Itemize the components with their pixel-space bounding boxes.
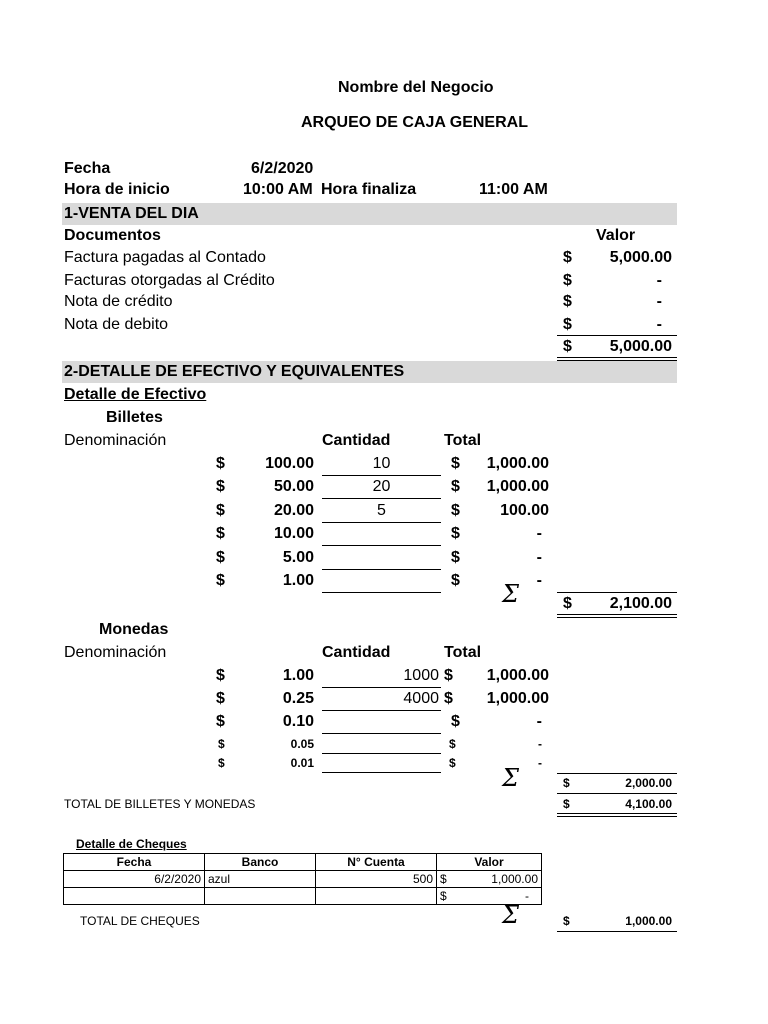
- table-row: [64, 871, 542, 888]
- moneda-denom: 1.00: [282, 667, 314, 684]
- billetes-total-label: Total: [444, 432, 482, 449]
- moneda-total: 1,000.00: [486, 690, 549, 707]
- billete-cantidad-line: [322, 592, 441, 593]
- moneda-currency: $: [218, 756, 225, 770]
- moneda-cantidad[interactable]: 1000: [403, 667, 439, 684]
- venta-total-currency: $: [563, 338, 572, 355]
- venta-row-currency: $: [563, 293, 572, 310]
- billete-total: -: [536, 549, 542, 566]
- moneda-total-currency: $: [449, 737, 456, 751]
- venta-row-label: Nota de crédito: [64, 293, 173, 310]
- col-valor-header: Valor: [437, 854, 542, 871]
- hora-finaliza-value: 11:00 AM: [479, 181, 548, 198]
- billete-currency: $: [216, 478, 225, 495]
- table-row: [64, 888, 542, 905]
- billetes-subtotal-double-line: [557, 614, 677, 618]
- moneda-cantidad-line: [322, 687, 441, 688]
- venta-row-label: Facturas otorgadas al Crédito: [64, 272, 275, 289]
- moneda-total: -: [536, 713, 542, 730]
- venta-row-currency: $: [563, 272, 572, 289]
- billete-cantidad-line: [322, 475, 441, 476]
- billete-currency: $: [216, 549, 225, 566]
- documentos-label: Documentos: [64, 227, 161, 244]
- billete-denom: 1.00: [282, 572, 314, 589]
- monedas-subtotal-currency: $: [563, 776, 570, 790]
- monedas-subtotal-bottom-line: [557, 793, 677, 794]
- moneda-denom: 0.05: [290, 737, 314, 751]
- moneda-denom: 0.25: [282, 690, 314, 707]
- cheque-currency: $: [437, 871, 459, 888]
- venta-row-value: -: [656, 293, 662, 310]
- billete-denom: 5.00: [282, 549, 314, 566]
- total-billetes-monedas-double-line: [557, 813, 677, 817]
- moneda-total: 1,000.00: [486, 667, 549, 684]
- billete-total: -: [536, 525, 542, 542]
- moneda-currency: $: [216, 667, 225, 684]
- hora-inicio-label: Hora de inicio: [64, 181, 170, 198]
- fecha-label: Fecha: [64, 160, 111, 177]
- billete-denom: 20.00: [273, 502, 314, 519]
- monedas-subtotal-line: [557, 773, 677, 774]
- billete-denom: 100.00: [265, 455, 314, 472]
- venta-row-label: Factura pagadas al Contado: [64, 249, 266, 266]
- billetes-title: Billetes: [106, 409, 163, 426]
- billete-total-currency: $: [451, 525, 460, 542]
- cheques-table: [63, 853, 542, 905]
- moneda-denom: 0.10: [282, 713, 314, 730]
- moneda-cantidad-line: [322, 710, 441, 711]
- moneda-cantidad[interactable]: 4000: [403, 690, 439, 707]
- billete-denom: 10.00: [273, 525, 314, 542]
- moneda-currency: $: [216, 713, 225, 730]
- billete-total: 100.00: [500, 502, 549, 519]
- total-cheques-currency: $: [563, 914, 570, 928]
- billete-currency: $: [216, 502, 225, 519]
- venta-total-line: [557, 335, 677, 336]
- monedas-subtotal: 2,000.00: [625, 776, 672, 790]
- billete-cantidad-line: [322, 522, 441, 523]
- moneda-total-currency: $: [444, 667, 453, 684]
- cheque-valor[interactable]: -: [459, 888, 542, 905]
- moneda-cantidad-line: [322, 733, 441, 734]
- fecha-value: 6/2/2020: [251, 160, 314, 177]
- cheques-header-row: [64, 854, 542, 871]
- monedas-denominacion-label: Denominación: [64, 644, 167, 661]
- moneda-total: -: [538, 737, 542, 751]
- venta-row-value: -: [656, 272, 662, 289]
- moneda-total: -: [538, 756, 542, 770]
- venta-total-value: 5,000.00: [609, 338, 672, 355]
- business-name: Nombre del Negocio: [338, 79, 494, 96]
- moneda-cantidad-line: [322, 753, 441, 754]
- total-billetes-monedas-label: TOTAL DE BILLETES Y MONEDAS: [64, 797, 256, 811]
- billetes-subtotal: 2,100.00: [609, 595, 672, 612]
- cheque-banco[interactable]: azul: [205, 871, 316, 888]
- page-title: ARQUEO DE CAJA GENERAL: [301, 114, 528, 131]
- billete-total-currency: $: [451, 455, 460, 472]
- monedas-title: Monedas: [99, 621, 169, 638]
- total-cheques-label: TOTAL DE CHEQUES: [80, 914, 200, 928]
- billete-total-currency: $: [451, 572, 460, 589]
- col-banco-header: Banco: [205, 854, 316, 871]
- cheque-cuenta[interactable]: [316, 888, 437, 905]
- venta-row-value: 5,000.00: [609, 249, 672, 266]
- total-cheques-line: [557, 931, 677, 932]
- moneda-cantidad-line: [322, 772, 441, 773]
- cheques-sigma-icon: Σ: [502, 901, 519, 929]
- billete-total: 1,000.00: [486, 478, 549, 495]
- moneda-total-currency: $: [449, 756, 456, 770]
- billete-cantidad-line: [322, 498, 441, 499]
- total-billetes-monedas-value: 4,100.00: [625, 797, 672, 811]
- venta-row-label: Nota de debito: [64, 316, 169, 333]
- monedas-sigma-icon: Σ: [502, 764, 519, 792]
- billetes-sigma-icon: Σ: [502, 580, 519, 608]
- total-cheques-value: 1,000.00: [625, 914, 672, 928]
- cheque-valor[interactable]: 1,000.00: [459, 871, 542, 888]
- billete-cantidad[interactable]: 10: [372, 455, 391, 472]
- billete-cantidad-line: [322, 569, 441, 570]
- billete-currency: $: [216, 455, 225, 472]
- billete-cantidad[interactable]: 5: [377, 502, 386, 519]
- venta-row-currency: $: [563, 316, 572, 333]
- col-fecha-header: Fecha: [64, 854, 205, 871]
- venta-row-value: -: [656, 316, 662, 333]
- cheque-banco[interactable]: [205, 888, 316, 905]
- col-cuenta-header: N° Cuenta: [316, 854, 437, 871]
- venta-row-currency: $: [563, 249, 572, 266]
- billete-currency: $: [216, 572, 225, 589]
- total-billetes-monedas-currency: $: [563, 797, 570, 811]
- billete-total: 1,000.00: [486, 455, 549, 472]
- cheque-fecha[interactable]: 6/2/2020: [64, 871, 205, 888]
- hora-inicio-value: 10:00 AM: [243, 181, 313, 198]
- monedas-cantidad-label: Cantidad: [322, 644, 391, 661]
- detalle-efectivo-label: Detalle de Efectivo: [64, 386, 207, 403]
- billetes-subtotal-line: [557, 592, 677, 593]
- cheque-cuenta[interactable]: 500: [316, 871, 437, 888]
- moneda-currency: $: [218, 737, 225, 751]
- billete-denom: 50.00: [273, 478, 314, 495]
- cheque-currency: $: [437, 888, 459, 905]
- section-title-efectivo: 2-DETALLE DE EFECTIVO Y EQUIVALENTES: [64, 363, 405, 380]
- billete-cantidad[interactable]: 20: [372, 478, 391, 495]
- billete-cantidad-line: [322, 545, 441, 546]
- hora-finaliza-label: Hora finaliza: [321, 181, 417, 198]
- moneda-total-currency: $: [444, 690, 453, 707]
- monedas-total-label: Total: [444, 644, 482, 661]
- billete-total-currency: $: [451, 549, 460, 566]
- valor-label: Valor: [596, 227, 636, 244]
- moneda-currency: $: [216, 690, 225, 707]
- cheque-fecha[interactable]: [64, 888, 205, 905]
- section-title-ventas: 1-VENTA DEL DIA: [64, 205, 199, 222]
- moneda-total-currency: $: [451, 713, 460, 730]
- billete-total-currency: $: [451, 478, 460, 495]
- billetes-denominacion-label: Denominación: [64, 432, 167, 449]
- billete-total: -: [536, 572, 542, 589]
- moneda-denom: 0.01: [290, 756, 314, 770]
- billete-total-currency: $: [451, 502, 460, 519]
- billete-currency: $: [216, 525, 225, 542]
- cheques-title: Detalle de Cheques: [76, 837, 187, 851]
- billetes-cantidad-label: Cantidad: [322, 432, 391, 449]
- billetes-subtotal-currency: $: [563, 595, 572, 612]
